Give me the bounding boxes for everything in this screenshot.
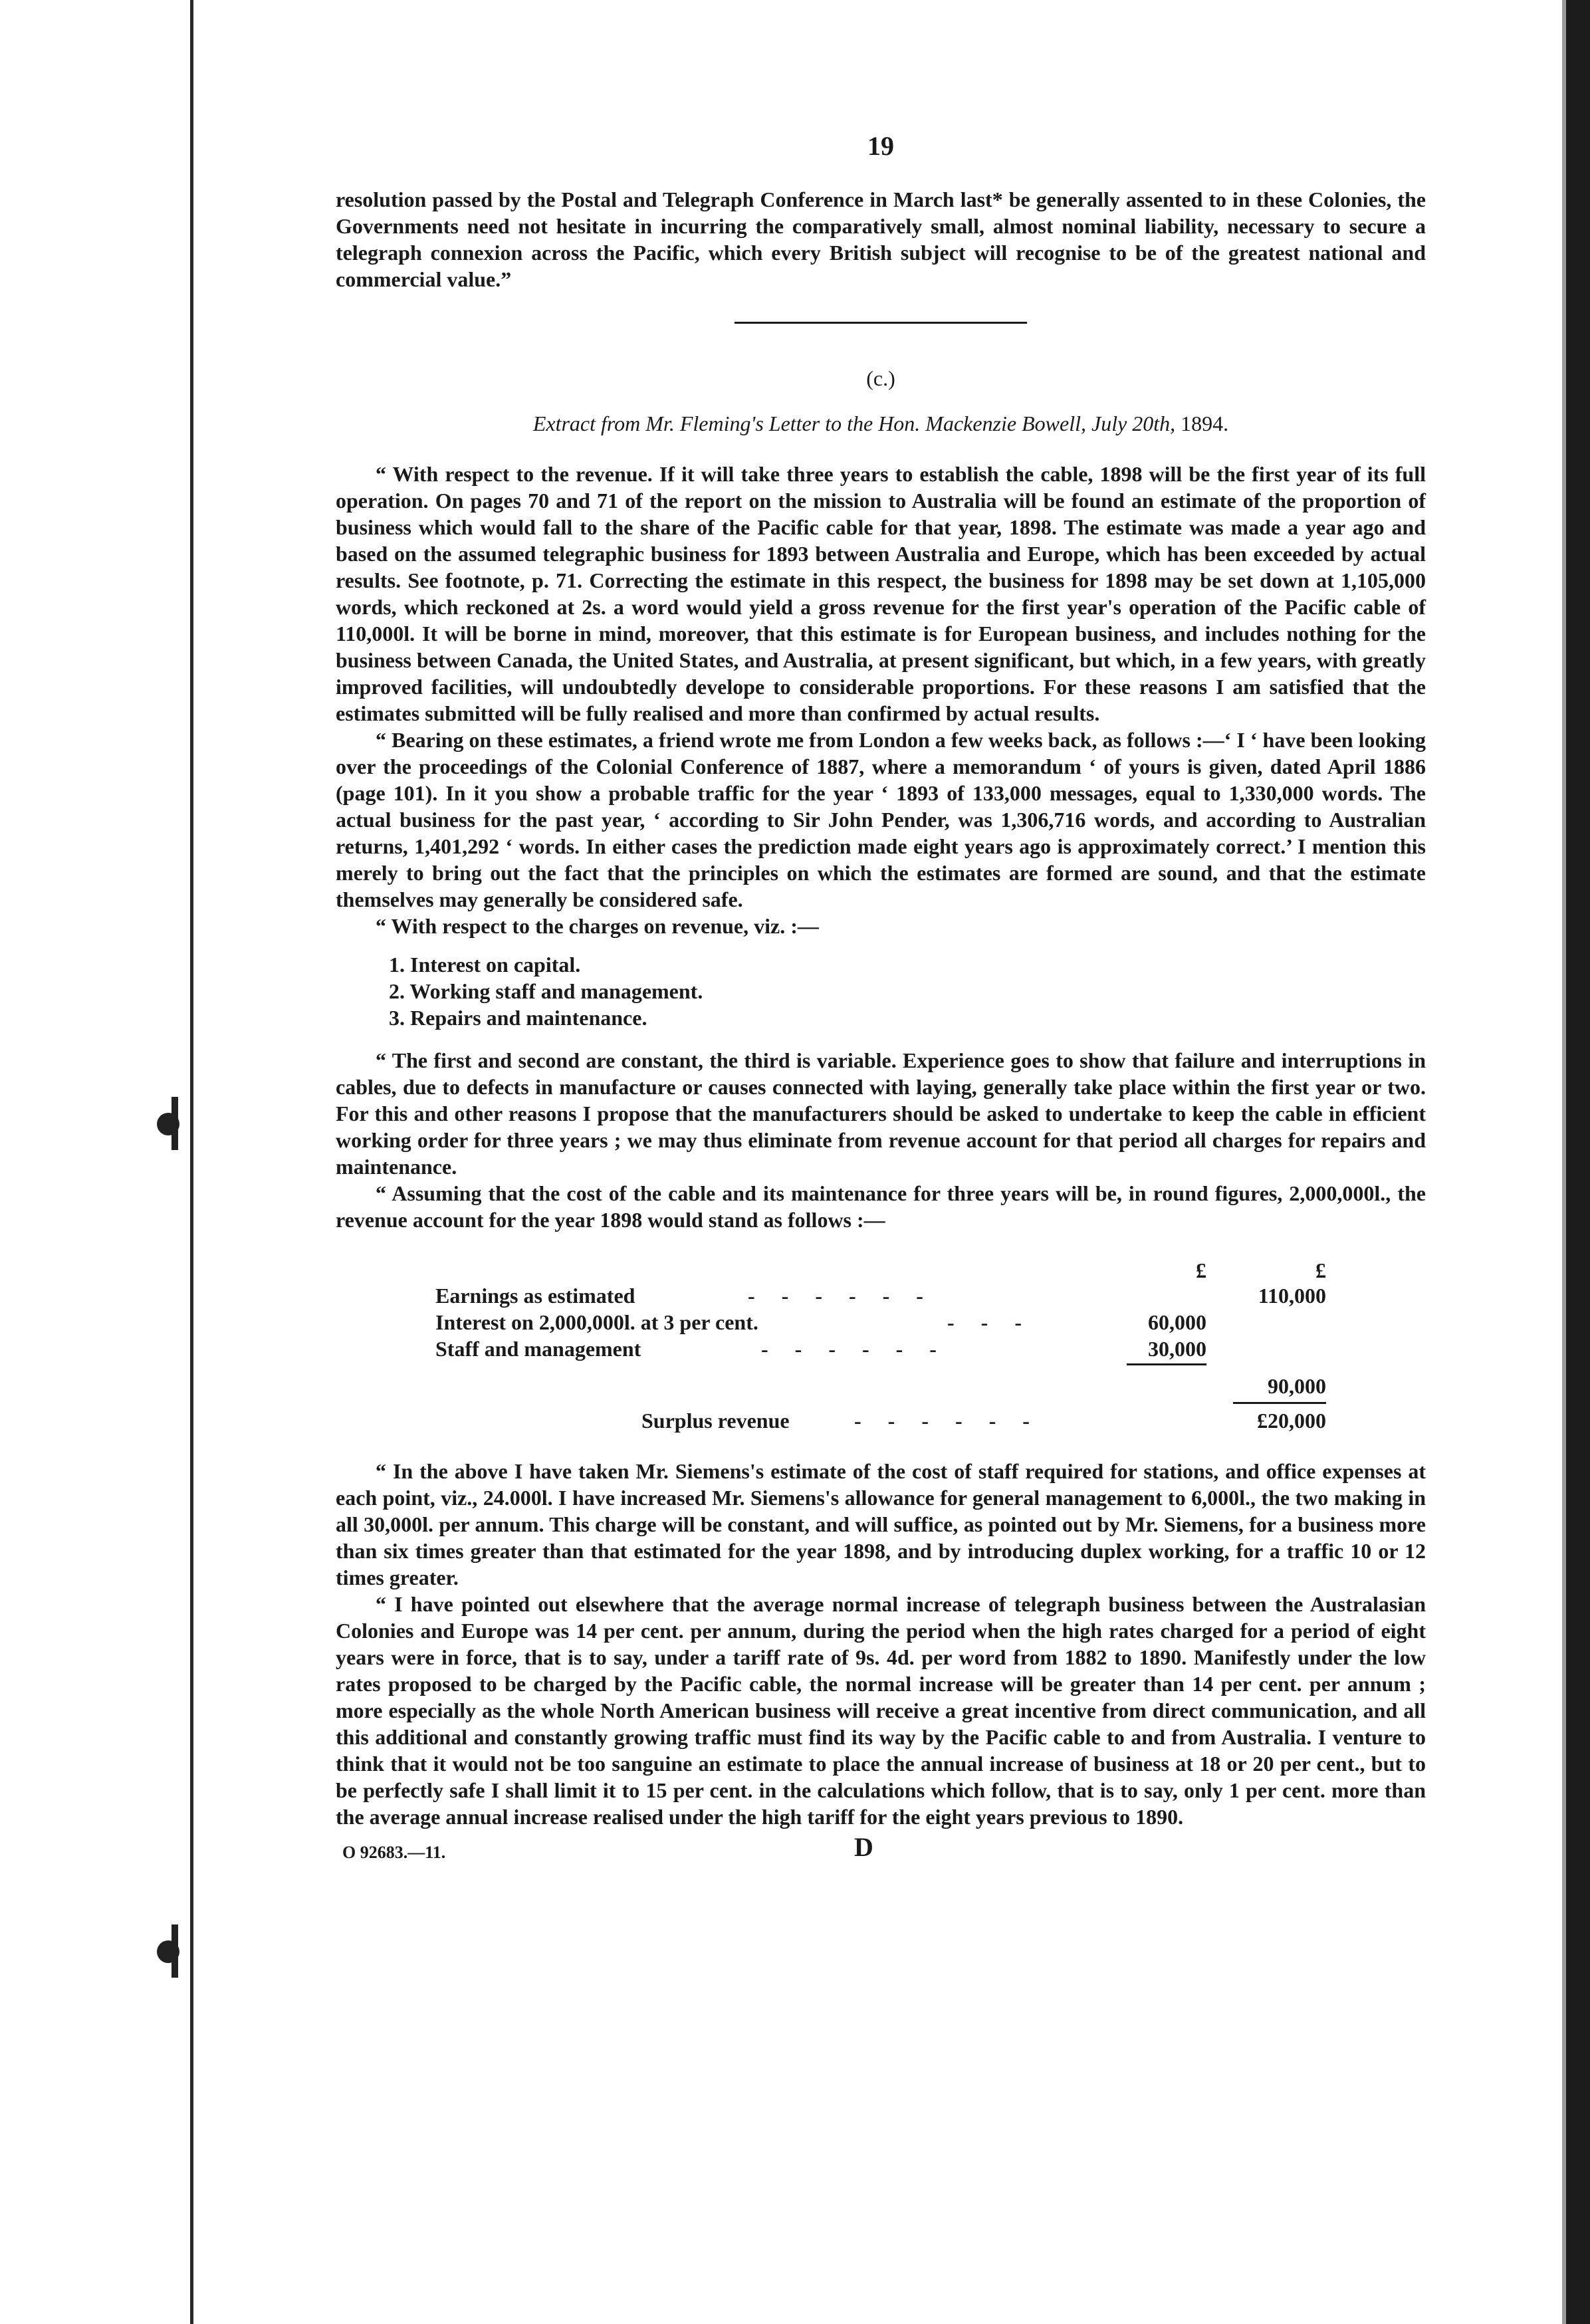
page-footer [336, 1834, 1426, 1874]
list-item: 1. Interest on capital. [389, 953, 581, 977]
staff-label: Staff and management [435, 1337, 641, 1361]
binding-rivet [152, 1097, 189, 1150]
currency-header-row [336, 1257, 1426, 1284]
currency-symbol: £ [1196, 1258, 1206, 1282]
binding-rivet [152, 1924, 189, 1978]
currency-symbol: £ [1315, 1258, 1326, 1282]
revenue-account-table [336, 1238, 1426, 1433]
siemens-paragraph: “ In the above I have taken Mr. Siemens's estimate of the cost of staff required for stations, and office expenses at each point, viz., 24.000l. I have increased Mr. Siemens's allowance for general management to 6,000l., the two making in all 30,000l. per annum. This charge will be constant, and will suffice, as pointed out by Mr. Siemens, for a business more than six times greater than that estimated for the year 1898, and by introducing duplex working, for a traffic 10 or 12 times greater. [336, 1459, 1426, 1589]
staff-row [336, 1336, 1426, 1362]
interest-row [336, 1309, 1426, 1336]
list-item: 3. Repairs and maintenance. [389, 1006, 647, 1030]
charges-total: 90,000 [1268, 1374, 1326, 1398]
signature-mark: D [854, 1832, 873, 1862]
document-page [336, 133, 1426, 1874]
growth-paragraph: “ I have pointed out elsewhere that the average normal increase of telegraph business between the Australasian Colonies and Europe was 14 per cent. per annum, during the period when the high rates charged for a period of eight years were in force, that is to say, under a tariff rate of 9s. 4d. per word from 1882 to 1890. Manifestly under the low rates proposed to be charged by the Pacific cable, the normal increase will be greater than 14 per cent. per annum ; more especially as the whole North American business will receive a great incentive from direct communication, and all this additional and constantly growing traffic must find its way by the Pacific cable to and from Australia. I venture to think that it would not be too sanguine an estimate to place the annual increase of business at 18 or 20 per cent., but to be perfectly safe I shall limit it to 15 per cent. in the calculations which follow, that is to say, only 1 per cent. more than the average annual increase realised under the high tariff for the eight years previous to 1890. [336, 1592, 1426, 1829]
section-heading-text: Extract from Mr. Fleming's Letter to the Hon. Mackenzie Bowell, July 20th, [532, 411, 1176, 435]
section-label: (c.) [866, 366, 895, 390]
page-edge [1566, 0, 1590, 2324]
leader-dashes: - - - [947, 1310, 1024, 1334]
earnings-amount: 110,000 [1258, 1284, 1326, 1308]
surplus-row [336, 1407, 1426, 1434]
assumption-paragraph: “ Assuming that the cost of the cable and its maintenance for three years will be, in round figures, 2,000,000l., the revenue account for the year 1898 would stand as follows :— [336, 1181, 1426, 1232]
print-reference: O 92683.—11. [342, 1843, 446, 1862]
charges-list [389, 951, 1426, 1031]
leader-dashes: - - - - - - [761, 1337, 939, 1361]
interest-label: Interest on 2,000,000l. at 3 per cent. [435, 1310, 758, 1334]
friend-letter-paragraph: “ Bearing on these estimates, a friend wrote me from London a few weeks back, as follows :—‘ I ‘ have been looking over the proceedings of the Colonial Conference of 1887, where a memorandum ‘ of yours is given, dated April 1886 (page 101). In it you show a probable traffic for the year ‘ 1893 of 133,000 messages, equal to 1,330,000 words. The actual business for the past year, ‘ according to Sir John Pender, was 1,306,716 words, and according to Australian returns, 1,401,292 ‘ words. In either cases the prediction made eight years ago is approximately correct.’ I mention this merely to bring out the fact that the principles on which the estimates are formed are sound, and that the estimate themselves may generally be considered safe. [336, 728, 1426, 911]
surplus-label: Surplus revenue [641, 1409, 790, 1433]
section-heading [336, 410, 1426, 437]
charges-intro: “ With respect to the charges on revenue, viz. :— [376, 914, 819, 938]
staff-amount: 30,000 [1148, 1337, 1206, 1361]
binding-edge [190, 0, 193, 2324]
page-number: 19 [867, 131, 894, 161]
charges-total-row [336, 1373, 1426, 1399]
earnings-row [336, 1282, 1426, 1309]
leader-dashes: - - - - - - [748, 1284, 926, 1308]
total-rule [1233, 1402, 1326, 1404]
section-heading-year: 1894. [1181, 411, 1229, 435]
leader-dashes: - - - - - - [854, 1409, 1032, 1433]
list-item: 2. Working staff and management. [389, 979, 703, 1003]
maintenance-paragraph: “ The first and second are constant, the third is variable. Experience goes to show that failure and interruptions in cables, due to defects in manufacture or causes connected with laying, generally take place within the first year or two. For this and other reasons I propose that the manufacturers should be asked to undertake to keep the cable in efficient working order for three years ; we may thus eliminate from revenue account for that period all charges for repairs and maintenance. [336, 1048, 1426, 1179]
interest-amount: 60,000 [1148, 1310, 1206, 1334]
surplus-amount: £20,000 [1257, 1409, 1326, 1433]
section-divider [735, 322, 1027, 324]
opening-paragraph: resolution passed by the Postal and Telegraph Conference in March last* be generally assented to in these Colonies, the Governments need not hesitate in incurring the comparatively small, almost nominal liability, necessary to secure a telegraph connexion across the Pacific, which every British subject will recognise to be of the greatest national and commercial value.” [336, 187, 1426, 291]
subtotal-rule [1127, 1363, 1206, 1365]
earnings-label: Earnings as estimated [435, 1284, 635, 1308]
revenue-paragraph: “ With respect to the revenue. If it will take three years to establish the cable, 1898 will be the first year of its full operation. On pages 70 and 71 of the report on the mission to Australia will be found an estimate of the proportion of business which would fall to the share of the Pacific cable for that year, 1898. The estimate was made a year ago and based on the assumed telegraphic business for 1893 between Australia and Europe, which has been exceeded by actual results. See footnote, p. 71. Correcting the estimate in this respect, the business for 1898 may be set down at 1,105,000 words, which reckoned at 2s. a word would yield a gross revenue for the first year's operation of the Pacific cable of 110,000l. It will be borne in mind, moreover, that this estimate is for European business, and includes nothing for the business between Canada, the United States, and Australia, at present significant, but which, in a few years, with greatly improved facilities, will undoubtedly develope to considerable proportions. For these reasons I am satisfied that the estimates submitted will be fully realised and more than confirmed by actual results. [336, 462, 1426, 725]
